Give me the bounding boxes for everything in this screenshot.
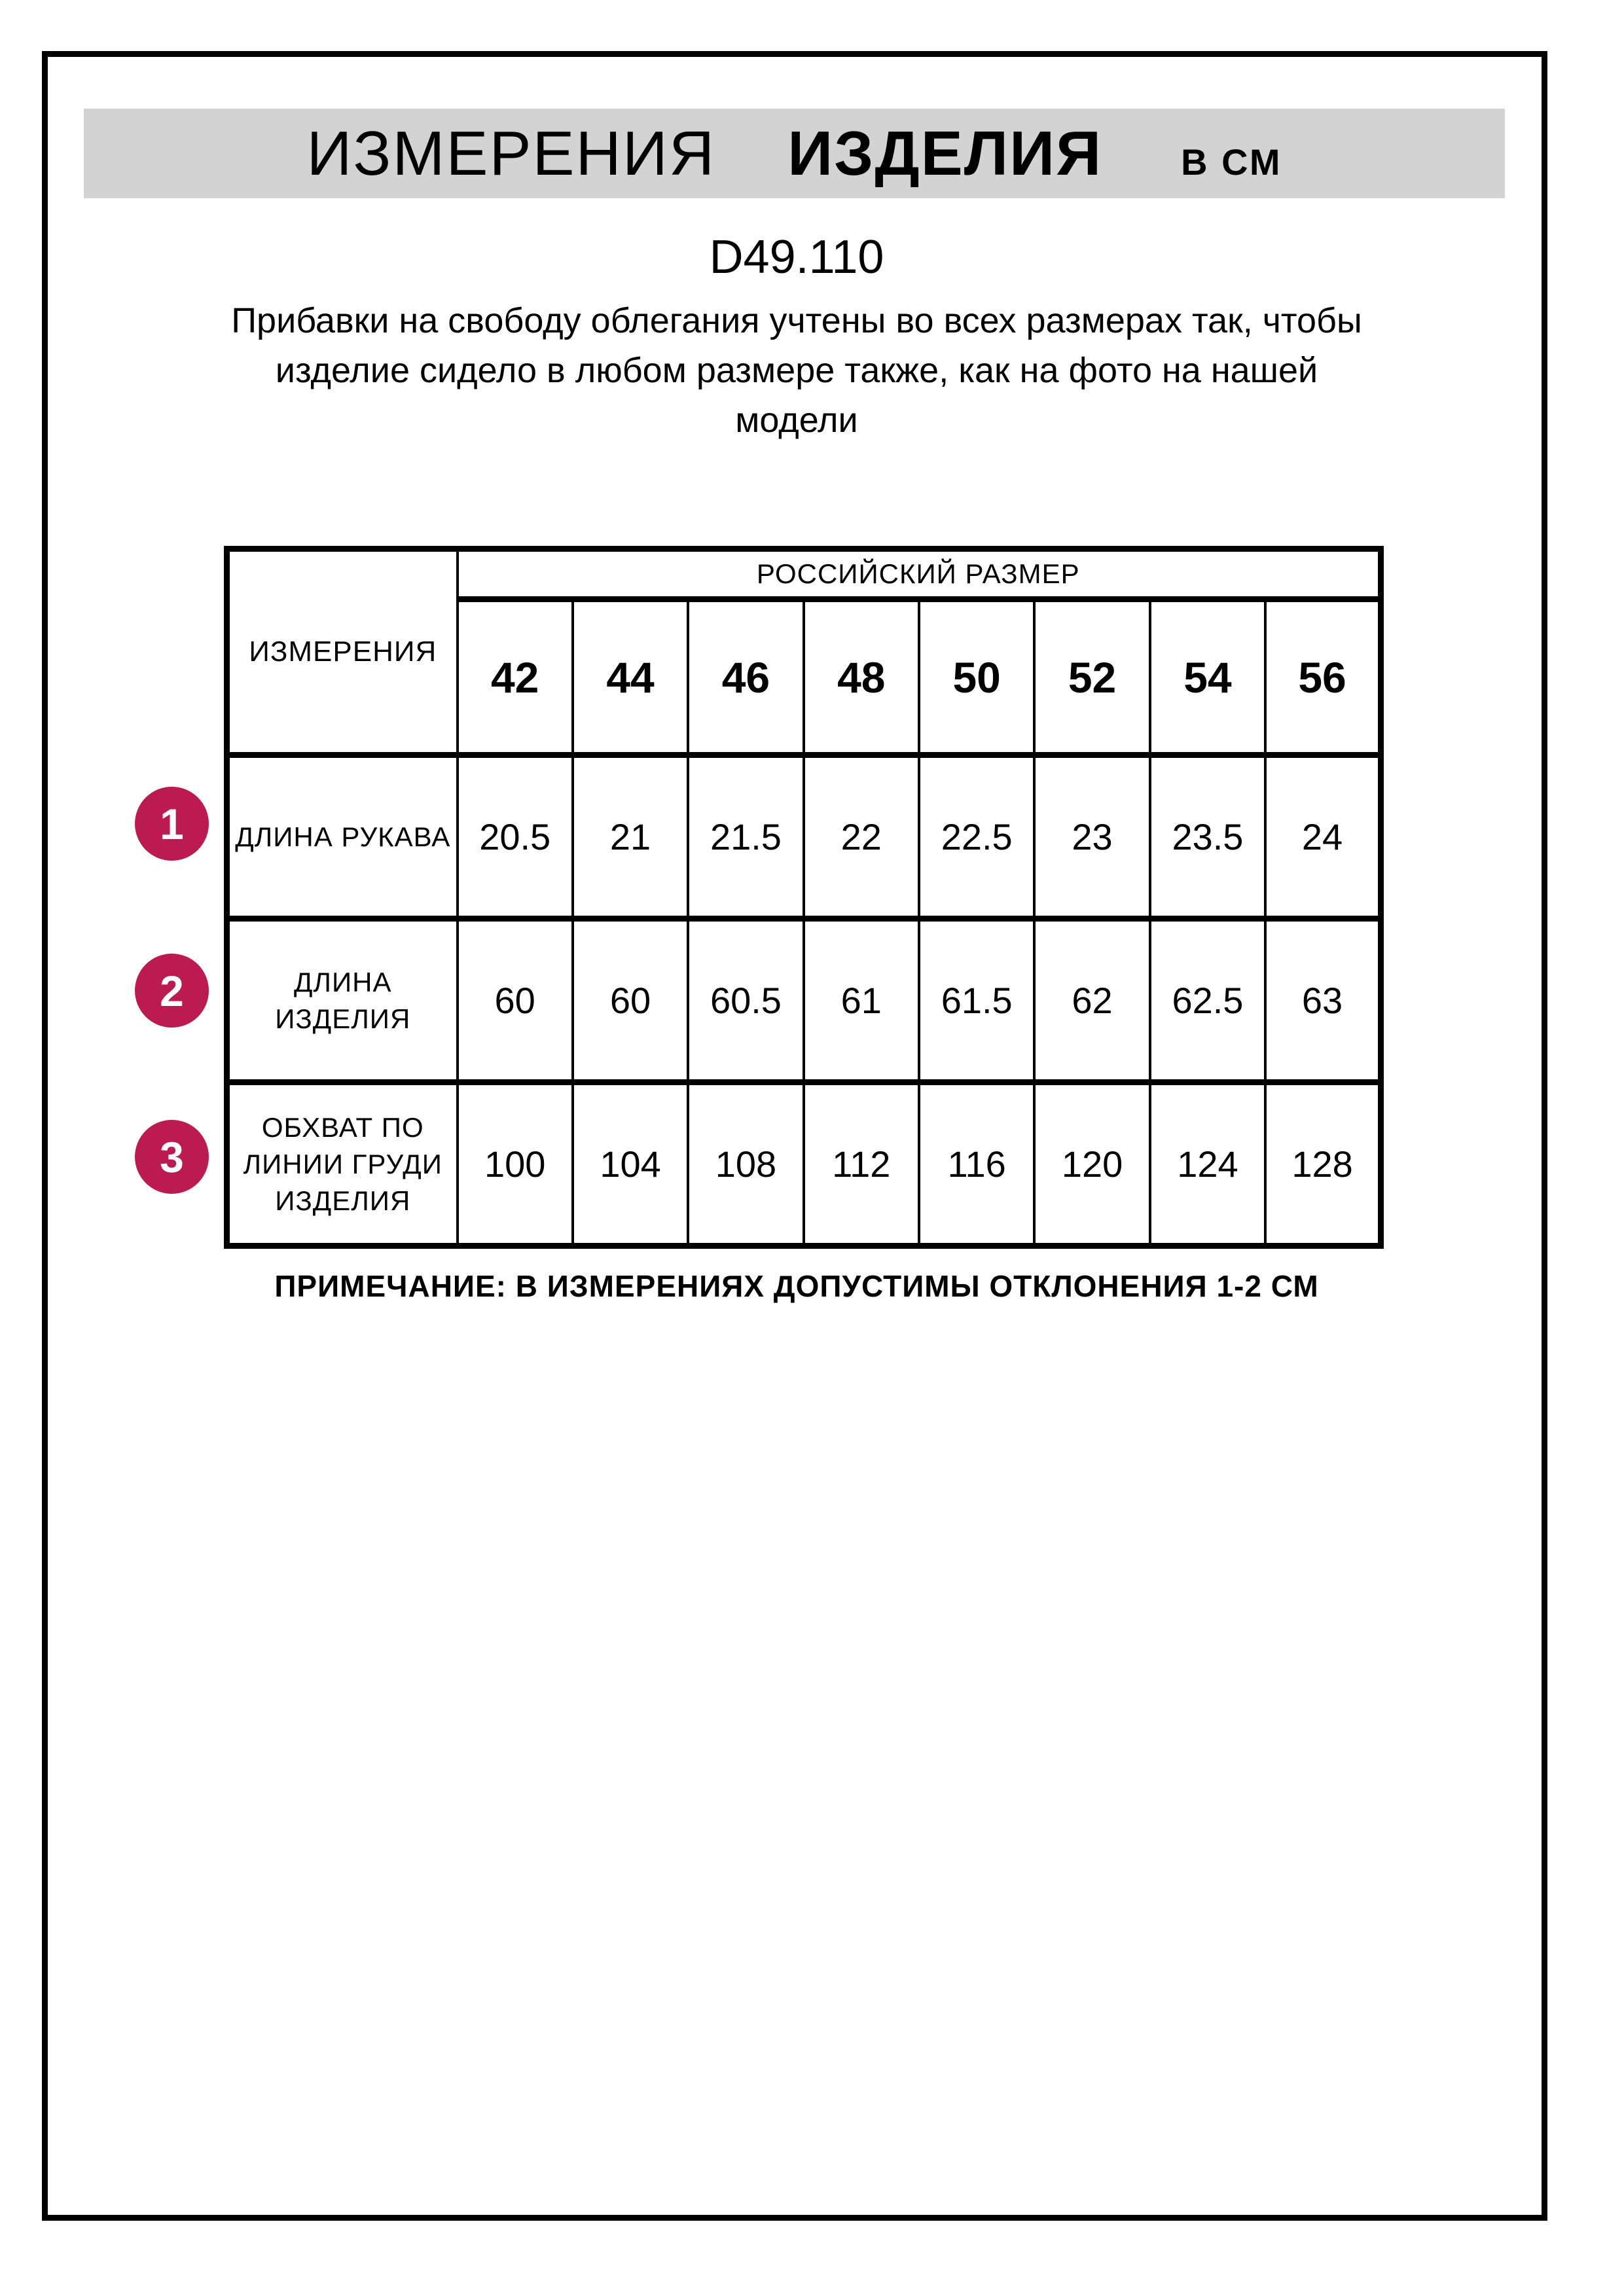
table-cell: 62 — [1034, 919, 1149, 1083]
table-cell: 112 — [804, 1083, 919, 1246]
table-cell: 104 — [573, 1083, 688, 1246]
size-header: 48 — [804, 600, 919, 755]
table-corner-label: ИЗМЕРЕНИЯ — [227, 549, 458, 755]
fit-description — [46, 296, 1547, 445]
table-cell: 100 — [458, 1083, 573, 1246]
description-line: Прибавки на свободу облегания учтены во всех размерах так, чтобы — [231, 301, 1362, 340]
table-cell: 60 — [458, 919, 573, 1083]
table-cell: 61.5 — [919, 919, 1034, 1083]
row-number-badge-1: 1 — [135, 787, 209, 861]
table-cell: 23.5 — [1150, 755, 1265, 919]
size-header: 50 — [919, 600, 1034, 755]
table-cell: 124 — [1150, 1083, 1265, 1246]
table-cell: 63 — [1265, 919, 1380, 1083]
table-group-header-row — [227, 549, 1381, 600]
table-cell: 60 — [573, 919, 688, 1083]
table-cell: 116 — [919, 1083, 1034, 1246]
size-header: 44 — [573, 600, 688, 755]
size-header: 42 — [458, 600, 573, 755]
table-cell: 61 — [804, 919, 919, 1083]
description-line: модели — [735, 401, 858, 440]
article-number: D49.110 — [709, 231, 884, 283]
header-bar — [84, 109, 1505, 198]
size-header: 52 — [1034, 600, 1149, 755]
table-cell: 120 — [1034, 1083, 1149, 1246]
table-cell: 62.5 — [1150, 919, 1265, 1083]
row-label: ОБХВАТ ПО ЛИНИИ ГРУДИ ИЗДЕЛИЯ — [227, 1083, 458, 1246]
table-cell: 60.5 — [688, 919, 803, 1083]
title-word-product: ИЗДЕЛИЯ — [787, 118, 1103, 188]
row-number-badge-3: 3 — [135, 1120, 209, 1194]
russian-size-header: РОССИЙСКИЙ РАЗМЕР — [458, 549, 1381, 600]
table-cell: 128 — [1265, 1083, 1380, 1246]
table-row-sleeve-length — [227, 755, 1381, 919]
table-row-chest-girth — [227, 1083, 1381, 1246]
table-cell: 22.5 — [919, 755, 1034, 919]
table-cell: 22 — [804, 755, 919, 919]
table-cell: 20.5 — [458, 755, 573, 919]
title-word-measurements: ИЗМЕРЕНИЯ — [306, 118, 716, 188]
table-cell: 24 — [1265, 755, 1380, 919]
size-table — [224, 546, 1384, 1249]
table-row-product-length — [227, 919, 1381, 1083]
table-cell: 21 — [573, 755, 688, 919]
row-label: ДЛИНА ИЗДЕЛИЯ — [227, 919, 458, 1083]
row-label: ДЛИНА РУКАВА — [227, 755, 458, 919]
description-line: изделие сидело в любом размере также, как на фото на нашей — [275, 351, 1318, 390]
table-cell: 23 — [1034, 755, 1149, 919]
tolerance-note: ПРИМЕЧАНИЕ: В ИЗМЕРЕНИЯХ ДОПУСТИМЫ ОТКЛОНЕНИЯ 1-2 СМ — [274, 1269, 1319, 1303]
table-cell: 108 — [688, 1083, 803, 1246]
row-number-badge-2: 2 — [135, 954, 209, 1028]
title-unit-cm: В СМ — [1181, 141, 1282, 183]
page-title — [307, 118, 1282, 190]
size-header: 56 — [1265, 600, 1380, 755]
size-header: 46 — [688, 600, 803, 755]
table-cell: 21.5 — [688, 755, 803, 919]
size-header: 54 — [1150, 600, 1265, 755]
